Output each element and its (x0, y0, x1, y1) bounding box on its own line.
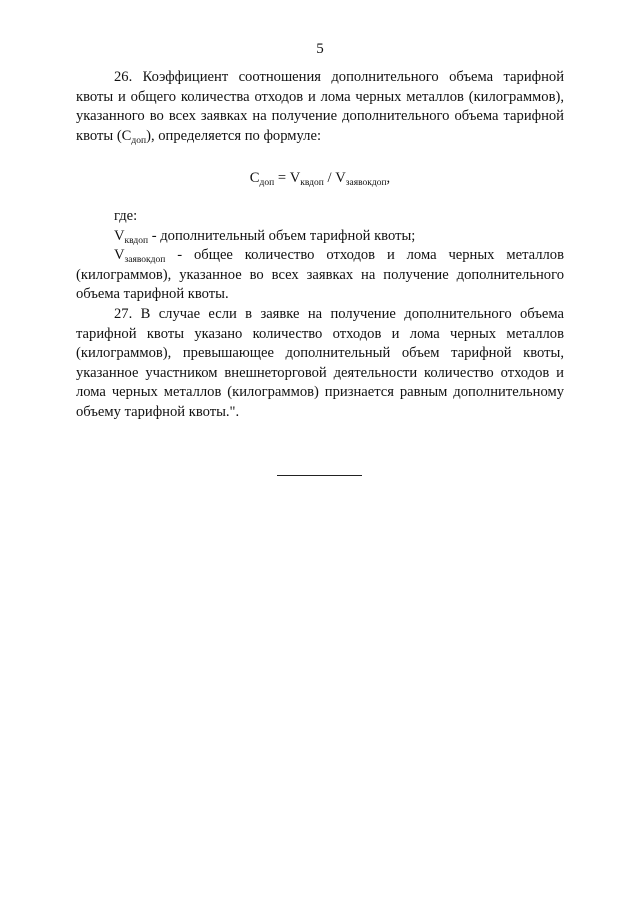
paragraph-27: 27. В случае если в заявке на получение дополнительного объема тарифной квоты указано количество отходов и лома черных металлов (килограммов), превышающее дополнительный объем тарифной квоты, указанное участником внешнеторговой деятельности количество отходов и лома черных металлов (килограммов) признается равным дополнительному объему тарифной квоты.". (76, 305, 564, 420)
formula-lhs-sub: доп (259, 178, 275, 189)
formula (76, 169, 564, 189)
formula-lhs: С (249, 170, 260, 187)
where-label: где: (114, 207, 138, 224)
formula-denominator-sub: заявокдоп (345, 178, 387, 189)
definition-vkvdop-symbol: V (114, 227, 125, 244)
document-body (76, 68, 564, 423)
formula-numerator: V (289, 170, 301, 187)
formula-tail: , (386, 170, 391, 187)
formula-denominator: V (335, 170, 346, 187)
definition-vkvdop (76, 227, 564, 247)
page-number: 5 (316, 41, 324, 57)
paragraph-26 (76, 68, 564, 146)
definition-vzayavokdop-text: - общее количество отходов и лома черных металлов (килограммов), указанное во всех заявках на получение дополнительного объема тарифной квоты. (76, 247, 564, 303)
definition-vzayavokdop-sub: заявокдоп (124, 255, 166, 266)
subscript-dop: доп (131, 135, 147, 146)
definition-vkvdop-text: - дополнительный объем тарифной квоты; (148, 227, 416, 244)
paragraph-26-tail: ), определяется по формуле: (146, 127, 321, 144)
end-divider-line (277, 475, 362, 476)
definition-vzayavokdop (76, 246, 564, 305)
definition-vkvdop-sub: квдоп (124, 235, 149, 246)
paragraph-26-text: 26. Коэффициент соотношения дополнительного объема тарифной квоты и общего количества отходов и лома черных металлов (килограммов), указанного во всех заявках на получение дополнительного объема тарифной квоты (С (76, 69, 564, 144)
definition-vzayavokdop-symbol: V (114, 247, 125, 264)
formula-equals: = (274, 170, 290, 187)
formula-numerator-sub: квдоп (300, 178, 324, 189)
formula-divide: / (323, 170, 336, 187)
